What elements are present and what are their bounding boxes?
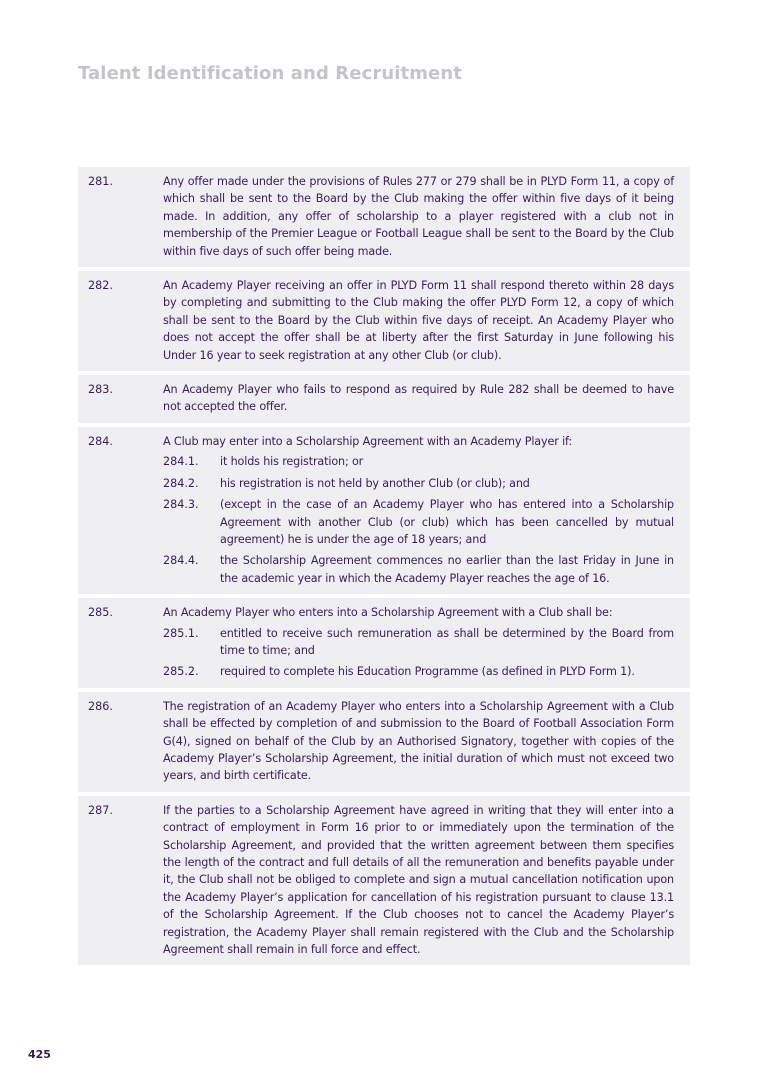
rule-body xyxy=(163,802,674,959)
rule-text: An Academy Player who enters into a Scholarship Agreement with a Club shall be: xyxy=(163,606,613,620)
sub-clause-text: required to complete his Education Programme (as defined in PLYD Form 1). xyxy=(220,665,635,679)
sub-clause-list xyxy=(163,453,674,587)
sub-clause-text: it holds his registration; or xyxy=(220,455,364,469)
rule-row xyxy=(78,598,690,688)
rule-number: 287. xyxy=(88,803,113,817)
sub-clause-number: 284.1. xyxy=(163,455,199,469)
sub-clause xyxy=(163,453,674,470)
rule-number: 284. xyxy=(88,434,113,448)
rule-row xyxy=(78,692,690,792)
rule-text: A Club may enter into a Scholarship Agreement with an Academy Player if: xyxy=(163,434,573,448)
page-number: 425 xyxy=(28,1048,51,1061)
sub-clause-text: (except in the case of an Academy Player who has entered into a Scholarship Agreement with another Club (or club) which has been cancelled by mutual agreement) he is under the age of 18 years; and xyxy=(220,498,674,546)
rule-body xyxy=(163,381,674,416)
rule-number: 283. xyxy=(88,383,113,397)
rule-body xyxy=(163,698,674,785)
rule-text: An Academy Player receiving an offer in PLYD Form 11 shall respond thereto within 28 days by completing and submitting to the Club making the offer PLYD Form 12, a copy of which shall be sent to the Board by the Club within five days of receipt. An Academy Player who does not accept the offer shall be at liberty after the first Saturday in June following his Under 16 year to seek registration at any other Club (or club). xyxy=(163,279,674,362)
sub-clause-text: the Scholarship Agreement commences no earlier than the last Friday in June in the academic year in which the Academy Player reaches the age of 16. xyxy=(220,554,674,585)
sub-clause-number: 285.2. xyxy=(163,665,199,679)
rule-body xyxy=(163,277,674,364)
rule-body xyxy=(163,173,674,260)
rule-row xyxy=(78,375,690,423)
rule-number: 285. xyxy=(88,606,113,620)
rule-number: 286. xyxy=(88,699,113,713)
sub-clause-number: 285.1. xyxy=(163,626,199,640)
rule-row xyxy=(78,271,690,371)
rule-body xyxy=(163,433,674,587)
sub-clause-number: 284.3. xyxy=(163,498,199,512)
sub-clause xyxy=(163,475,674,492)
rule-text: Any offer made under the provisions of Rules 277 or 279 shall be in PLYD Form 11, a copy of which shall be sent to the Board by the Club making the offer within five days of it being made. In addition, any offer of scholarship to a player registered with a club not in membership of the Premier League or Football League shall be sent to the Board by the Club within five days of such offer being made. xyxy=(163,175,674,258)
sub-clause-number: 284.2. xyxy=(163,476,199,490)
sub-clause xyxy=(163,663,674,680)
rule-text: An Academy Player who fails to respond as required by Rule 282 shall be deemed to have not accepted the offer. xyxy=(163,383,674,414)
rule-text: If the parties to a Scholarship Agreement have agreed in writing that they will enter into a contract of employment in Form 16 prior to or immediately upon the termination of the Scholarship Agreement, and provided that the written agreement between them specifies the length of the contract and full details of all the remuneration and benefits payable under it, the Club shall not be obliged to complete and sign a mutual cancellation notification upon the Academy Player’s application for cancellation of his registration pursuant to clause 13.1 of the Scholarship Agreement. If the Club chooses not to cancel the Academy Player’s registration, the Academy Player shall remain registered with the Club and the Scholarship Agreement shall remain in full force and effect. xyxy=(163,803,674,957)
rule-number: 281. xyxy=(88,175,113,188)
rule-row xyxy=(78,167,690,267)
sub-clause xyxy=(163,496,674,548)
sub-clause-list xyxy=(163,625,674,681)
rules-list xyxy=(78,167,690,969)
rule-row xyxy=(78,796,690,966)
sub-clause-text: his registration is not held by another Club (or club); and xyxy=(220,476,530,490)
rule-number: 282. xyxy=(88,279,113,293)
section-title: Talent Identification and Recruitment xyxy=(78,63,462,84)
rule-text: The registration of an Academy Player who enters into a Scholarship Agreement with a Club shall be effected by completion of and submission to the Board of Football Association Form G(4), signed on behalf of the Club by an Authorised Signatory, together with copies of the Academy Player’s Scholarship Agreement, the initial duration of which must not exceed two years, and birth certificate. xyxy=(163,699,674,783)
rule-row xyxy=(78,427,690,594)
sub-clause xyxy=(163,625,674,660)
sub-clause-text: entitled to receive such remuneration as shall be determined by the Board from time to time; and xyxy=(220,626,674,657)
sub-clause-number: 284.4. xyxy=(163,554,199,568)
sub-clause xyxy=(163,552,674,587)
rule-body xyxy=(163,604,674,681)
